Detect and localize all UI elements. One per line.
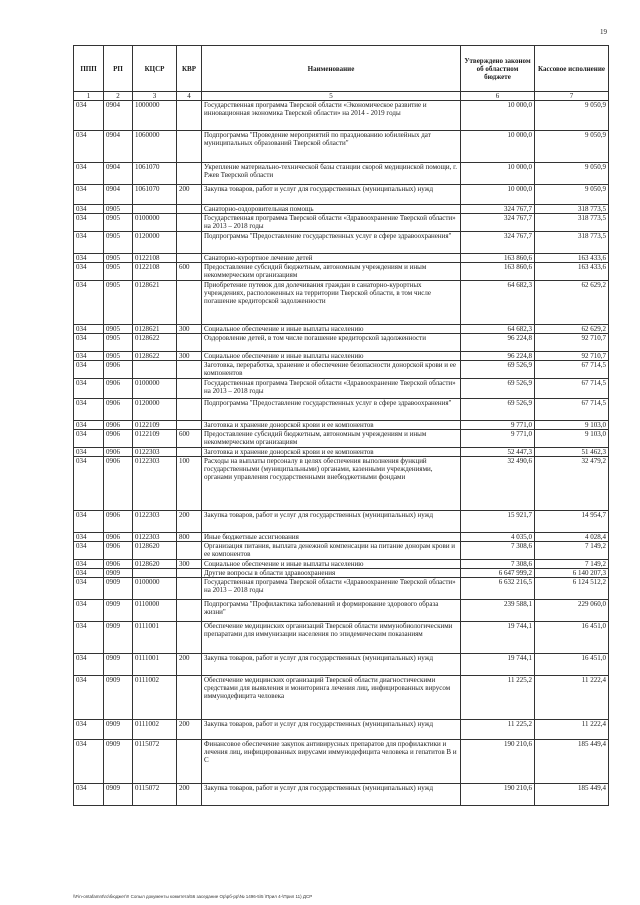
cell-approved: 7 308,6: [461, 560, 535, 569]
cell-kvr: 200: [177, 185, 202, 205]
cell-kcsr: 1061070: [133, 185, 177, 205]
cell-name: Расходы на выплаты персоналу в целях обеспечения выполнения функций государственными (муниципальными) органами, казенными учреждениями, органами управления государственными внебюджетными фондами: [202, 457, 461, 511]
cell-kcsr: 0122108: [133, 263, 177, 281]
cell-kcsr: [133, 569, 177, 578]
cell-name: Подпрограмма "Предоставление государственных услуг в сфере здравоохранения": [202, 399, 461, 421]
table-row: [74, 511, 609, 533]
cell-name: Подпрограмма "Профилактика заболеваний и формирование здорового образа жизни": [202, 600, 461, 622]
table-row: [74, 263, 609, 281]
table-row: [74, 448, 609, 457]
column-number: 1: [74, 92, 104, 101]
cell-rp: 0906: [104, 448, 133, 457]
cell-approved: 324 767,7: [461, 214, 535, 232]
cell-kvr: [177, 399, 202, 421]
cell-cash: 6 140 207,3: [535, 569, 609, 578]
cell-ppp: 034: [74, 325, 104, 334]
cell-kcsr: 0111001: [133, 622, 177, 654]
cell-kcsr: 0128621: [133, 281, 177, 325]
cell-approved: 10 000,0: [461, 101, 535, 131]
cell-kvr: 300: [177, 560, 202, 569]
cell-ppp: 034: [74, 533, 104, 542]
cell-name: Предоставление субсидий бюджетным, автономным учреждениям и иным некоммерческим организациям: [202, 263, 461, 281]
cell-rp: 0906: [104, 511, 133, 533]
cell-ppp: 034: [74, 448, 104, 457]
cell-rp: 0909: [104, 622, 133, 654]
table-row: [74, 334, 609, 352]
cell-rp: 0905: [104, 334, 133, 352]
cell-approved: 6 647 999,2: [461, 569, 535, 578]
table-row: [74, 430, 609, 448]
cell-ppp: 034: [74, 457, 104, 511]
cell-ppp: 034: [74, 263, 104, 281]
cell-ppp: 034: [74, 232, 104, 254]
cell-cash: 318 773,5: [535, 205, 609, 214]
cell-cash: 62 629,2: [535, 281, 609, 325]
cell-kvr: [177, 569, 202, 578]
cell-name: Закупка товаров, работ и услуг для государственных (муниципальных) нужд: [202, 511, 461, 533]
cell-cash: 9 050,9: [535, 163, 609, 185]
cell-name: Закупка товаров, работ и услуг для государственных (муниципальных) нужд: [202, 185, 461, 205]
cell-rp: 0905: [104, 352, 133, 361]
table-row: [74, 205, 609, 214]
table-row: [74, 720, 609, 740]
cell-cash: 163 433,6: [535, 263, 609, 281]
cell-kvr: [177, 448, 202, 457]
header-rp: РП: [104, 46, 133, 92]
cell-kvr: 600: [177, 263, 202, 281]
cell-ppp: 034: [74, 740, 104, 784]
cell-ppp: 034: [74, 542, 104, 560]
cell-kvr: [177, 163, 202, 185]
cell-kcsr: 0128621: [133, 325, 177, 334]
cell-kcsr: 0122109: [133, 430, 177, 448]
table-row: [74, 214, 609, 232]
cell-cash: 16 451,0: [535, 622, 609, 654]
cell-approved: 64 682,3: [461, 325, 535, 334]
cell-kvr: [177, 421, 202, 430]
cell-kvr: 200: [177, 784, 202, 806]
cell-name: Социальное обеспечение и иные выплаты населению: [202, 560, 461, 569]
cell-kvr: 200: [177, 511, 202, 533]
cell-cash: 318 773,5: [535, 214, 609, 232]
cell-kvr: 800: [177, 533, 202, 542]
cell-ppp: 034: [74, 622, 104, 654]
cell-approved: 9 771,0: [461, 421, 535, 430]
table-row: [74, 622, 609, 654]
cell-kcsr: [133, 361, 177, 379]
table-header-row: [74, 46, 609, 92]
cell-name: Предоставление субсидий бюджетным, автономным учреждениям и иным некоммерческим организациям: [202, 430, 461, 448]
cell-kvr: [177, 740, 202, 784]
table-row: [74, 533, 609, 542]
cell-kcsr: 0115072: [133, 740, 177, 784]
cell-kcsr: 0128620: [133, 542, 177, 560]
header-approved: Утверждено законом об областном бюджете: [461, 46, 535, 92]
cell-name: Обеспечение медицинских организаций Тверской области диагностическими средствами для выявления и мониторинга лечения лиц, инфицированных вирусом иммунодефицита человека: [202, 676, 461, 720]
cell-approved: 96 224,8: [461, 352, 535, 361]
cell-rp: 0905: [104, 263, 133, 281]
cell-rp: 0905: [104, 281, 133, 325]
cell-kvr: [177, 254, 202, 263]
header-name: Наименование: [202, 46, 461, 92]
cell-ppp: 034: [74, 163, 104, 185]
cell-kvr: [177, 101, 202, 131]
cell-ppp: 034: [74, 784, 104, 806]
cell-kcsr: 1060000: [133, 131, 177, 163]
cell-cash: 16 451,0: [535, 654, 609, 676]
cell-approved: 11 225,2: [461, 676, 535, 720]
cell-kvr: [177, 622, 202, 654]
cell-approved: 324 767,7: [461, 232, 535, 254]
cell-kcsr: [133, 205, 177, 214]
cell-ppp: 034: [74, 600, 104, 622]
column-number: 2: [104, 92, 133, 101]
cell-kvr: [177, 542, 202, 560]
cell-kcsr: 0115072: [133, 784, 177, 806]
cell-name: Заготовка и хранение донорской крови и ее компонентов: [202, 448, 461, 457]
cell-kvr: [177, 232, 202, 254]
cell-kvr: [177, 600, 202, 622]
cell-kcsr: 1000000: [133, 101, 177, 131]
cell-ppp: 034: [74, 421, 104, 430]
cell-cash: 7 149,2: [535, 560, 609, 569]
cell-cash: 163 433,6: [535, 254, 609, 263]
cell-kcsr: 0122303: [133, 533, 177, 542]
table-body: [74, 101, 609, 806]
cell-cash: 11 222,4: [535, 676, 609, 720]
table-row: [74, 600, 609, 622]
cell-name: Государственная программа Тверской области «Здравоохранение Тверской области» на 2013 – 2018 годы: [202, 214, 461, 232]
table-row: [74, 101, 609, 131]
table-row: [74, 131, 609, 163]
cell-approved: 96 224,8: [461, 334, 535, 352]
table-row: [74, 457, 609, 511]
cell-rp: 0906: [104, 560, 133, 569]
cell-approved: 15 921,7: [461, 511, 535, 533]
table-row: [74, 560, 609, 569]
table-row: [74, 654, 609, 676]
cell-kcsr: 0122303: [133, 448, 177, 457]
cell-name: Государственная программа Тверской области «Здравоохранение Тверской области» на 2013 – 2018 годы: [202, 578, 461, 600]
cell-name: Укрепление материально-технической базы станции скорой медицинской помощи, г. Ржев Тверской области: [202, 163, 461, 185]
cell-kvr: [177, 676, 202, 720]
cell-approved: 239 588,1: [461, 600, 535, 622]
cell-approved: 7 308,6: [461, 542, 535, 560]
cell-name: Закупка товаров, работ и услуг для государственных (муниципальных) нужд: [202, 654, 461, 676]
cell-name: Закупка товаров, работ и услуг для государственных (муниципальных) нужд: [202, 720, 461, 740]
cell-rp: 0906: [104, 533, 133, 542]
table-row: [74, 421, 609, 430]
cell-name: Обеспечение медицинских организаций Тверской области иммунобиологическими препаратами для иммунизации населения по эпидемическим показаниям: [202, 622, 461, 654]
cell-approved: 9 771,0: [461, 430, 535, 448]
cell-name: Заготовка, переработка, хранение и обеспечение безопасности донорской крови и ее компонентов: [202, 361, 461, 379]
cell-kvr: 300: [177, 352, 202, 361]
cell-kcsr: 0100000: [133, 214, 177, 232]
header-kcsr: КЦСР: [133, 46, 177, 92]
table-row: [74, 676, 609, 720]
cell-cash: 9 050,9: [535, 101, 609, 131]
cell-name: Санаторно-оздоровительная помощь: [202, 205, 461, 214]
cell-approved: 4 035,0: [461, 533, 535, 542]
cell-rp: 0909: [104, 784, 133, 806]
cell-kvr: 200: [177, 720, 202, 740]
table-row: [74, 254, 609, 263]
cell-kcsr: 0128622: [133, 352, 177, 361]
cell-name: Санаторно-курортное лечение детей: [202, 254, 461, 263]
cell-approved: 64 682,3: [461, 281, 535, 325]
cell-cash: 9 050,9: [535, 185, 609, 205]
cell-kvr: [177, 334, 202, 352]
cell-rp: 0904: [104, 185, 133, 205]
cell-ppp: 034: [74, 254, 104, 263]
column-number: 4: [177, 92, 202, 101]
cell-ppp: 034: [74, 569, 104, 578]
cell-rp: 0904: [104, 131, 133, 163]
cell-ppp: 034: [74, 131, 104, 163]
cell-rp: 0909: [104, 654, 133, 676]
cell-kcsr: 0122303: [133, 511, 177, 533]
cell-kcsr: 0128622: [133, 334, 177, 352]
cell-kvr: [177, 578, 202, 600]
column-number: 7: [535, 92, 609, 101]
table-row: [74, 325, 609, 334]
cell-ppp: 034: [74, 352, 104, 361]
cell-rp: 0906: [104, 430, 133, 448]
cell-ppp: 034: [74, 185, 104, 205]
table-row: [74, 578, 609, 600]
cell-approved: 52 447,3: [461, 448, 535, 457]
cell-ppp: 034: [74, 379, 104, 399]
cell-cash: 7 149,2: [535, 542, 609, 560]
cell-ppp: 034: [74, 720, 104, 740]
cell-name: Социальное обеспечение и иные выплаты населению: [202, 325, 461, 334]
table-row: [74, 185, 609, 205]
cell-kvr: 200: [177, 654, 202, 676]
cell-name: Заготовка и хранение донорской крови и ее компонентов: [202, 421, 461, 430]
cell-approved: 10 000,0: [461, 163, 535, 185]
cell-ppp: 034: [74, 578, 104, 600]
table-row: [74, 232, 609, 254]
table-row: [74, 542, 609, 560]
cell-rp: 0906: [104, 457, 133, 511]
cell-kvr: 100: [177, 457, 202, 511]
header-cash: Кассовое исполнение: [535, 46, 609, 92]
cell-name: Приобретение путевок для долечивания граждан в санаторно-курортных учреждениях, расположенных на территории Тверской области, в том числе погашение кредиторской задолженности: [202, 281, 461, 325]
cell-kvr: [177, 379, 202, 399]
column-number: 6: [461, 92, 535, 101]
cell-kcsr: 0122108: [133, 254, 177, 263]
cell-kcsr: 1061070: [133, 163, 177, 185]
cell-cash: 6 124 512,2: [535, 578, 609, 600]
cell-cash: 9 103,0: [535, 421, 609, 430]
cell-rp: 0909: [104, 569, 133, 578]
table-row: [74, 569, 609, 578]
cell-name: Государственная программа Тверской области «Здравоохранение Тверской области» на 2013 – 2018 годы: [202, 379, 461, 399]
cell-approved: 163 860,6: [461, 254, 535, 263]
cell-approved: 19 744,1: [461, 622, 535, 654]
cell-kcsr: 0120000: [133, 232, 177, 254]
cell-kcsr: 0111001: [133, 654, 177, 676]
cell-approved: 69 526,9: [461, 379, 535, 399]
column-number: 5: [202, 92, 461, 101]
cell-rp: 0906: [104, 361, 133, 379]
cell-kvr: [177, 131, 202, 163]
header-kvr: КВР: [177, 46, 202, 92]
cell-ppp: 034: [74, 399, 104, 421]
cell-approved: 69 526,9: [461, 361, 535, 379]
cell-approved: 324 767,7: [461, 205, 535, 214]
cell-ppp: 034: [74, 101, 104, 131]
cell-kvr: [177, 205, 202, 214]
cell-kcsr: 0122109: [133, 421, 177, 430]
cell-kcsr: 0110000: [133, 600, 177, 622]
cell-rp: 0909: [104, 676, 133, 720]
cell-approved: 10 000,0: [461, 185, 535, 205]
cell-cash: 92 710,7: [535, 334, 609, 352]
page-number: 19: [600, 28, 607, 36]
cell-rp: 0905: [104, 205, 133, 214]
cell-cash: 9 050,9: [535, 131, 609, 163]
cell-cash: 14 954,7: [535, 511, 609, 533]
cell-rp: 0909: [104, 720, 133, 740]
cell-approved: 69 526,9: [461, 399, 535, 421]
cell-name: Иные бюджетные ассигнования: [202, 533, 461, 542]
cell-kvr: 300: [177, 325, 202, 334]
cell-rp: 0909: [104, 600, 133, 622]
cell-rp: 0905: [104, 325, 133, 334]
cell-rp: 0904: [104, 163, 133, 185]
cell-kcsr: 0128620: [133, 560, 177, 569]
cell-name: Организация питания, выплата денежной компенсации на питание донорам крови и ее компонентов: [202, 542, 461, 560]
cell-cash: 62 629,2: [535, 325, 609, 334]
cell-ppp: 034: [74, 361, 104, 379]
cell-kcsr: 0120000: [133, 399, 177, 421]
cell-approved: 163 860,6: [461, 263, 535, 281]
cell-rp: 0909: [104, 578, 133, 600]
cell-name: Финансовое обеспечение закупок антивирусных препаратов для профилактики и лечения лиц, инфицированных вирусами иммунодефицита человека и гепатитов В и С: [202, 740, 461, 784]
cell-approved: 190 210,6: [461, 784, 535, 806]
cell-name: Социальное обеспечение и иные выплаты населению: [202, 352, 461, 361]
column-number: 3: [133, 92, 177, 101]
cell-approved: 11 225,2: [461, 720, 535, 740]
cell-cash: 185 449,4: [535, 740, 609, 784]
table-row: [74, 379, 609, 399]
cell-rp: 0905: [104, 214, 133, 232]
cell-ppp: 034: [74, 511, 104, 533]
cell-name: Государственная программа Тверской области «Экономическое развитие и инновационная экономика Тверской области» на 2014 - 2019 годы: [202, 101, 461, 131]
cell-cash: 67 714,5: [535, 361, 609, 379]
cell-rp: 0906: [104, 421, 133, 430]
cell-cash: 4 028,4: [535, 533, 609, 542]
cell-rp: 0906: [104, 542, 133, 560]
table-row: [74, 163, 609, 185]
cell-name: Подпрограмма "Предоставление государственных услуг в сфере здравоохранения": [202, 232, 461, 254]
cell-ppp: 034: [74, 676, 104, 720]
cell-name: Другие вопросы в области здравоохранения: [202, 569, 461, 578]
table-row: [74, 399, 609, 421]
cell-ppp: 034: [74, 205, 104, 214]
table-row: [74, 784, 609, 806]
cell-kcsr: 0111002: [133, 676, 177, 720]
cell-name: Закупка товаров, работ и услуг для государственных (муниципальных) нужд: [202, 784, 461, 806]
cell-rp: 0906: [104, 379, 133, 399]
cell-cash: 9 103,0: [535, 430, 609, 448]
cell-rp: 0906: [104, 399, 133, 421]
cell-rp: 0909: [104, 740, 133, 784]
cell-cash: 229 060,0: [535, 600, 609, 622]
cell-cash: 67 714,5: [535, 379, 609, 399]
cell-approved: 6 632 216,5: [461, 578, 535, 600]
cell-kvr: 600: [177, 430, 202, 448]
cell-kcsr: 0122303: [133, 457, 177, 511]
cell-approved: 32 490,6: [461, 457, 535, 511]
cell-rp: 0905: [104, 232, 133, 254]
cell-ppp: 034: [74, 334, 104, 352]
cell-cash: 185 449,4: [535, 784, 609, 806]
cell-rp: 0904: [104, 101, 133, 131]
table-row: [74, 281, 609, 325]
cell-ppp: 034: [74, 560, 104, 569]
cell-ppp: 034: [74, 654, 104, 676]
footer-file-path: \\Fin-ontafamnt\ro\бюджет\!! Сопыл документы комитета\56 заседание Ор\pб-pp\№ 1496-5\5 \Прил 4-\Прил 11) ДСР: [73, 894, 313, 899]
cell-name: Подпрограмма "Проведение мероприятий по празднованию юбилейных дат муниципальных образований Тверской области": [202, 131, 461, 163]
cell-cash: 11 222,4: [535, 720, 609, 740]
cell-approved: 19 744,1: [461, 654, 535, 676]
cell-kvr: [177, 214, 202, 232]
cell-ppp: 034: [74, 214, 104, 232]
header-ppp: ППП: [74, 46, 104, 92]
cell-cash: 51 462,3: [535, 448, 609, 457]
cell-cash: 32 479,2: [535, 457, 609, 511]
cell-kvr: [177, 361, 202, 379]
budget-execution-table: [73, 45, 609, 806]
column-number-row: [74, 92, 609, 101]
cell-ppp: 034: [74, 430, 104, 448]
cell-name: Оздоровление детей, в том числе погашение кредиторской задолженности: [202, 334, 461, 352]
cell-rp: 0905: [104, 254, 133, 263]
cell-cash: 67 714,5: [535, 399, 609, 421]
table-row: [74, 740, 609, 784]
cell-ppp: 034: [74, 281, 104, 325]
cell-kcsr: 0100000: [133, 379, 177, 399]
cell-kvr: [177, 281, 202, 325]
cell-kcsr: 0111002: [133, 720, 177, 740]
table-row: [74, 361, 609, 379]
table-row: [74, 352, 609, 361]
cell-approved: 10 000,0: [461, 131, 535, 163]
cell-cash: 318 773,5: [535, 232, 609, 254]
cell-cash: 92 710,7: [535, 352, 609, 361]
cell-kcsr: 0100000: [133, 578, 177, 600]
cell-approved: 190 210,6: [461, 740, 535, 784]
